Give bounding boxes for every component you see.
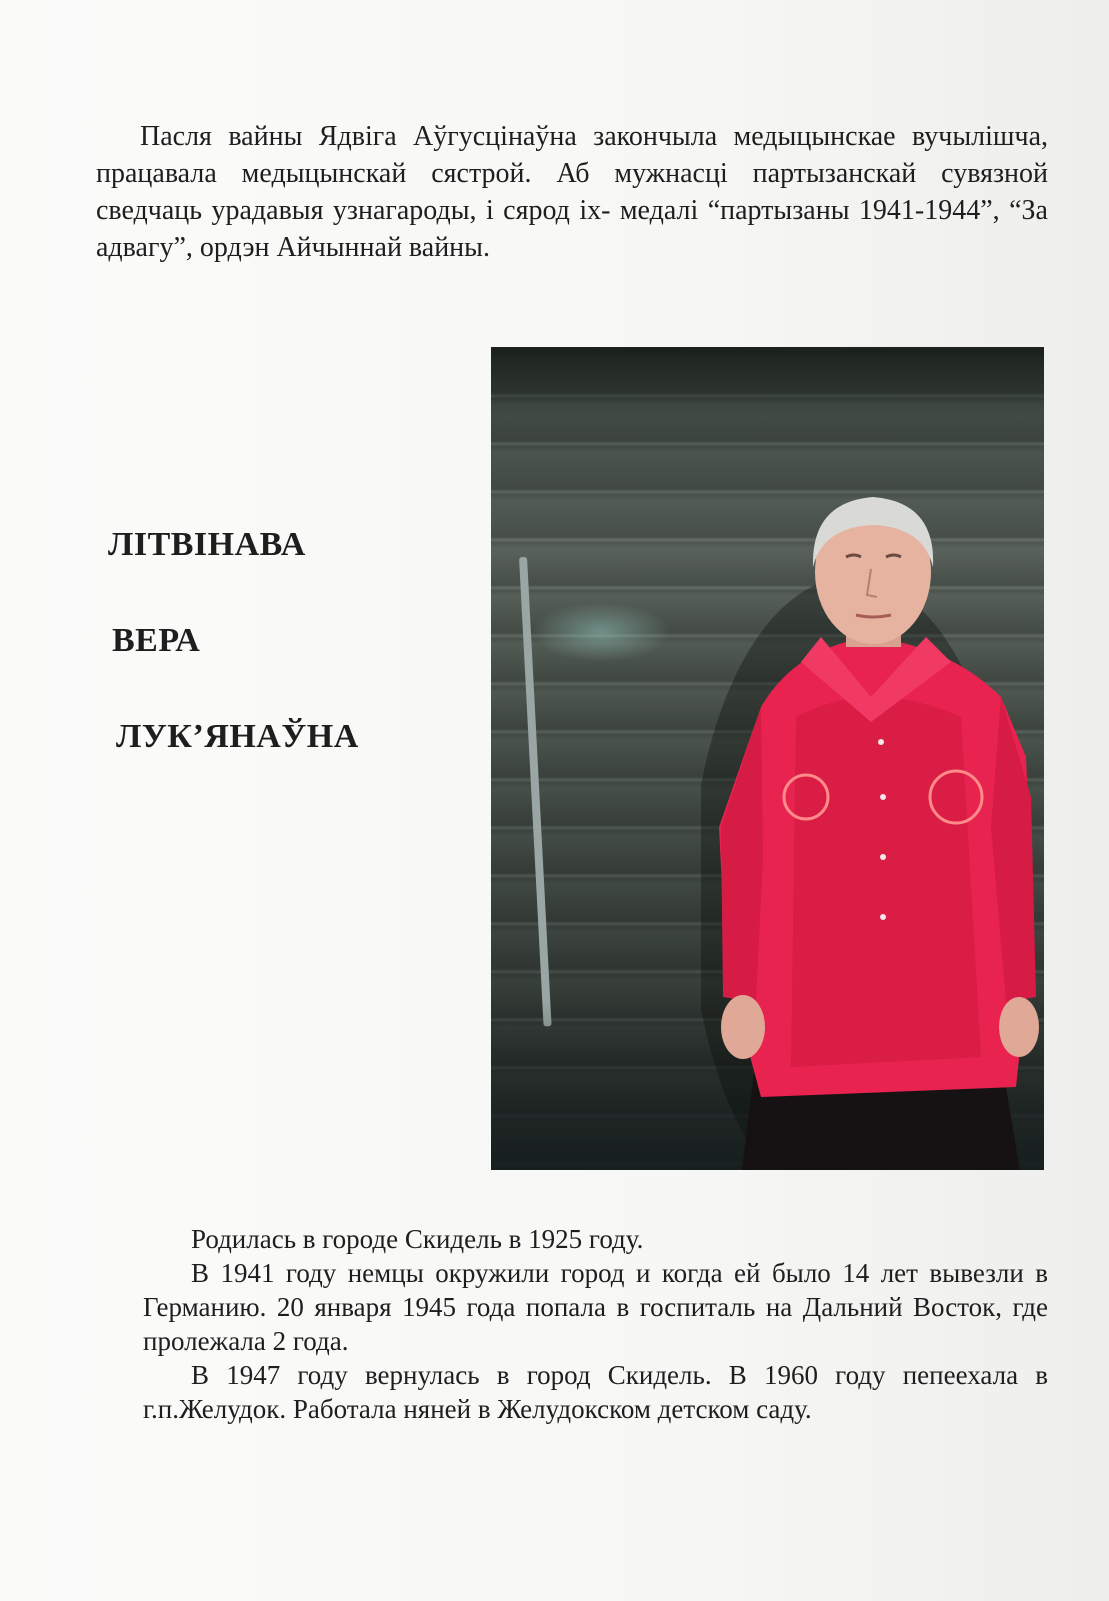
patronymic-heading: ЛУК’ЯНАЎНА [116, 718, 359, 755]
intro-paragraph: Пасля вайны Ядвіга Аўгусцінаўна закончыла медыцынскае вучылішча, працавала медыцынскай сястрой. Аб мужнасці партызанскай сувязной сведчаць урадавыя узнагароды, і сярод іх- медалі “партызаны 1941-1944”, “За адвагу”, ордэн Айчыннай вайны. [96, 121, 1048, 263]
first-name-heading: ВЕРА [112, 622, 201, 659]
biography-text [143, 1222, 1048, 1426]
photo-shadow [491, 347, 1044, 417]
bio-paragraph: В 1947 году вернулась в город Скидель. В 1960 году пепеехала в г.п.Желудок. Работала няней в Желудокском детском саду. [143, 1360, 1048, 1424]
woman-figure [701, 497, 1041, 1170]
surname-heading: ЛІТВІНАВА [108, 526, 306, 563]
bio-paragraph: В 1941 году немцы окружили город и когда ей было 14 лет вывезли в Германию. 20 января 1945 года попала в госпиталь на Дальний Восток, где пролежала 2 года. [143, 1258, 1048, 1356]
bio-paragraph: Родилась в городе Скидель в 1925 году. [191, 1224, 644, 1254]
paint-patch [531, 602, 671, 662]
portrait-photo [491, 347, 1044, 1170]
